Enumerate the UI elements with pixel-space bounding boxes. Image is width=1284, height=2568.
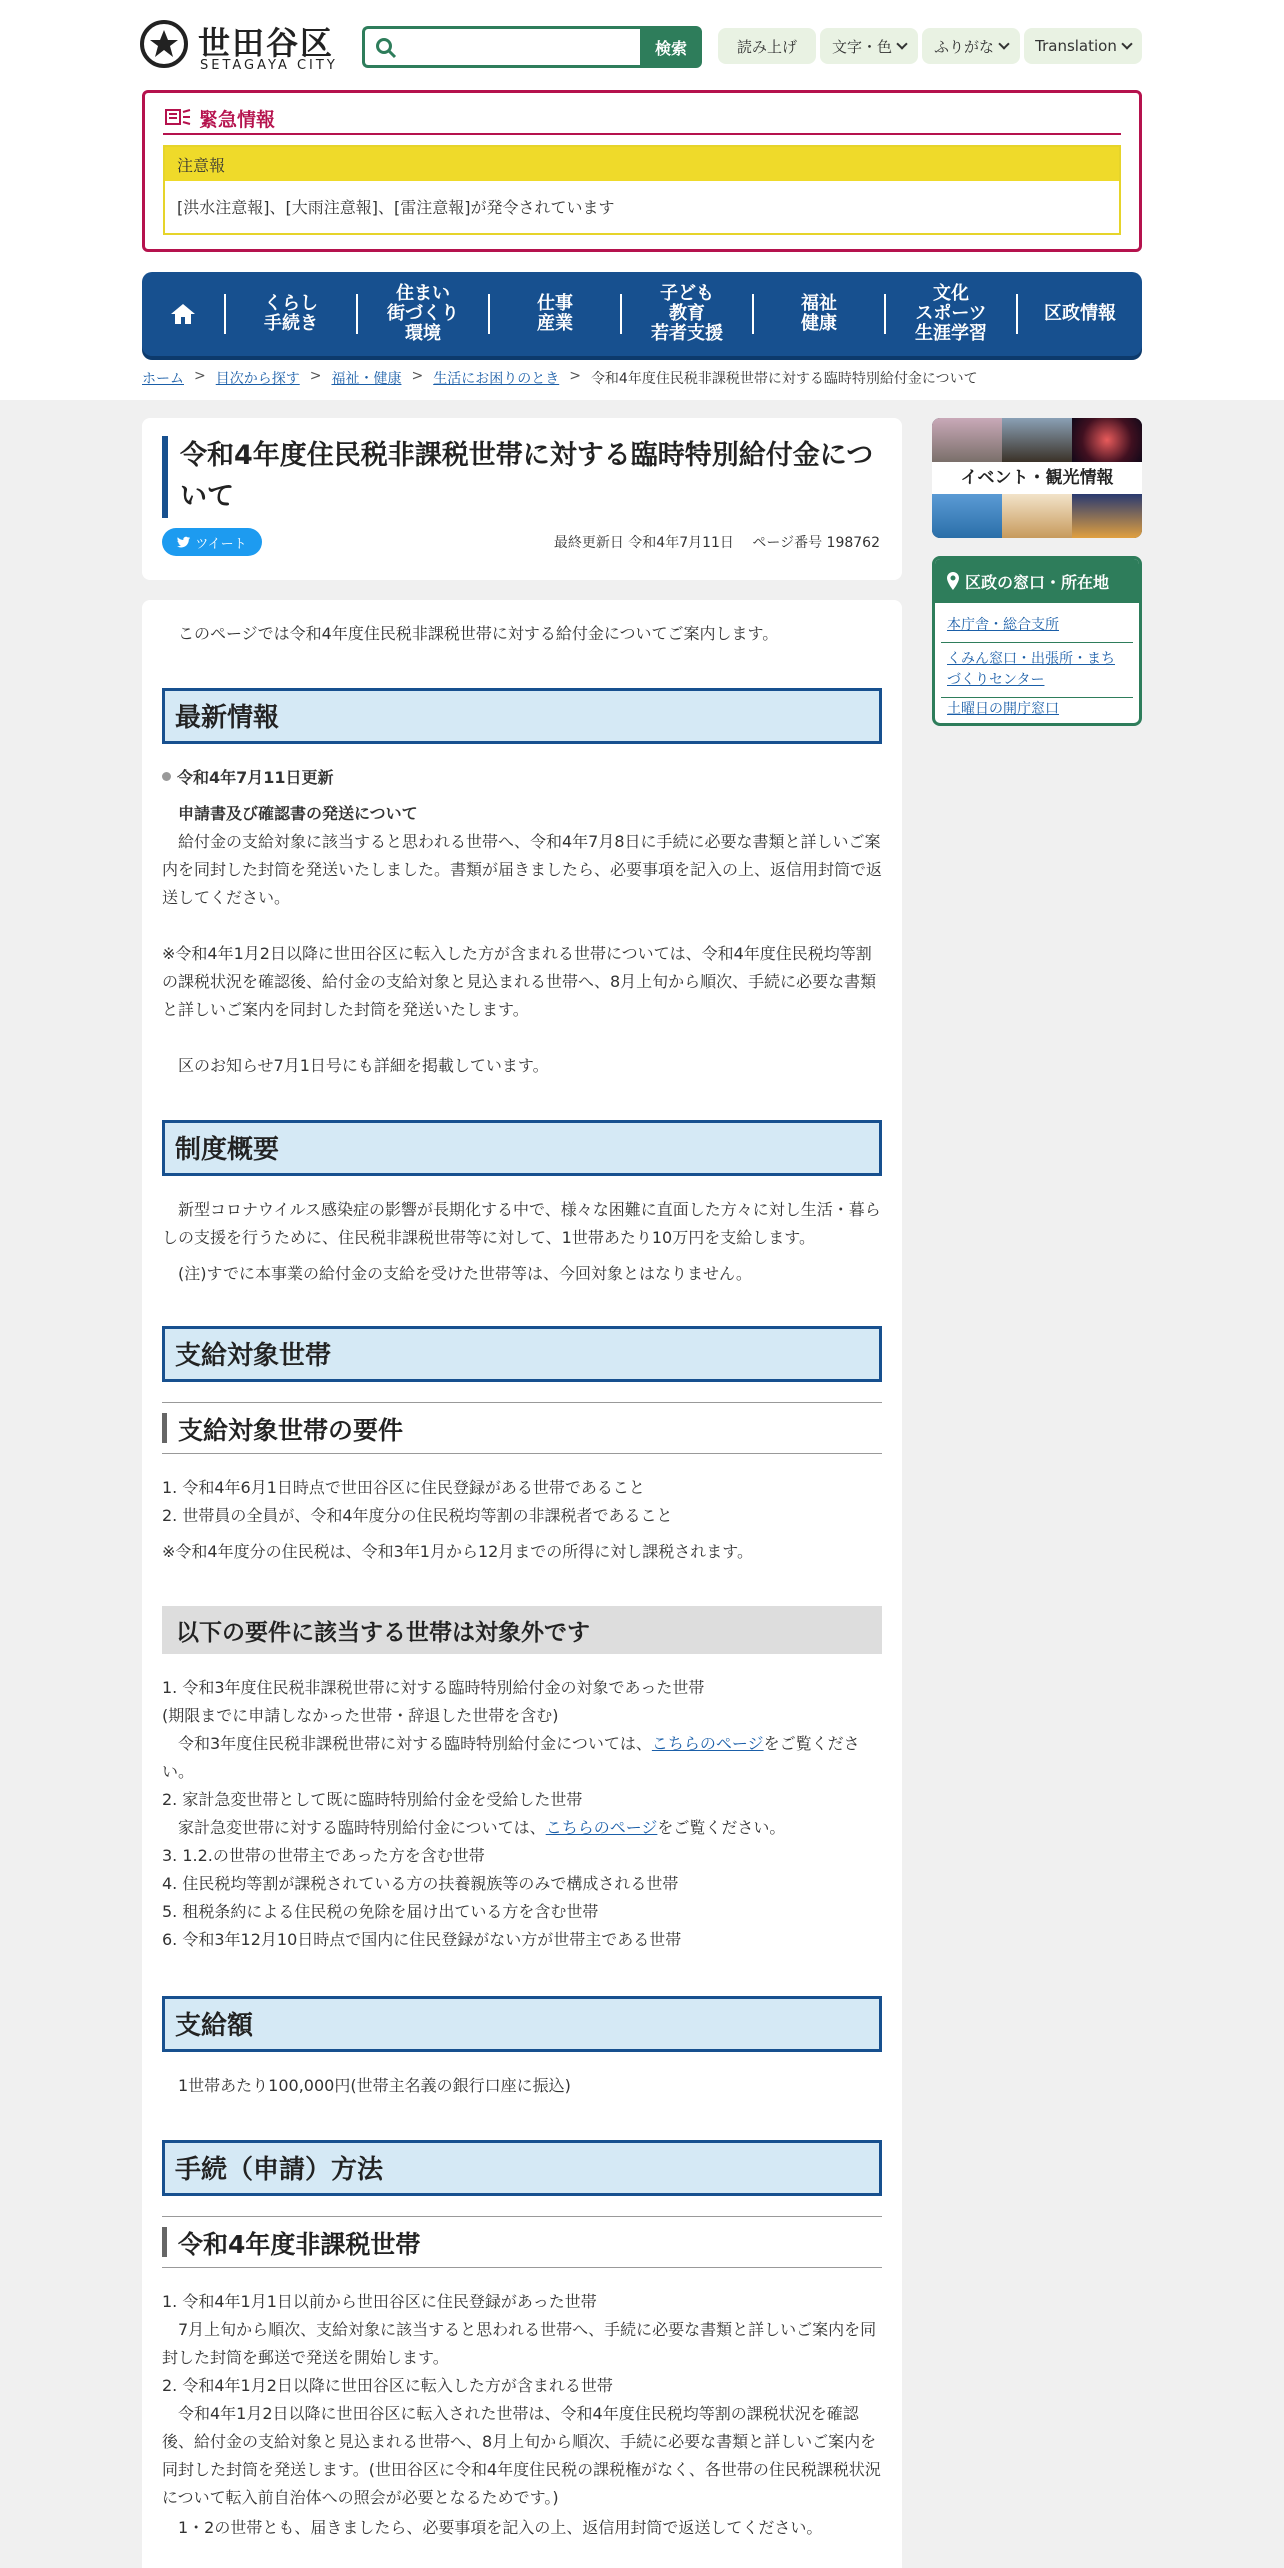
- photo-tile: [932, 418, 1002, 462]
- page-title: 令和4年度住民税非課税世帯に対する臨時特別給付金について: [180, 440, 874, 512]
- search-input[interactable]: [403, 33, 633, 61]
- sudden-change-page-link[interactable]: こちらのページ: [545, 1818, 658, 1837]
- excluded-1: 1. 令和3年度住民税非課税世帯に対する臨時特別給付金の対象であった世帯: [162, 1678, 705, 1697]
- breadcrumb-home[interactable]: ホーム: [142, 371, 184, 387]
- breadcrumb-welfare[interactable]: 福祉・健康: [331, 371, 402, 387]
- warning-text[interactable]: [洪水注意報]、[大雨注意報]、[雷注意報]が発令されています: [177, 198, 615, 217]
- breadcrumb-index[interactable]: 目次から探す: [215, 371, 300, 387]
- chevron-down-icon: [896, 38, 907, 49]
- latest-date-text: 令和4年7月11日更新: [177, 768, 334, 787]
- search-box: [362, 26, 640, 68]
- excluded-1-note: (期限までに申請しなかった世帯・辞退した世帯を含む): [162, 1706, 559, 1725]
- logo-text: 世田谷区: [198, 24, 335, 62]
- procedure-3: 1・2の世帯とも、届きましたら、必要事項を記入の上、返信用封筒で返送してください。: [178, 2518, 823, 2537]
- breadcrumb-separator: >: [194, 368, 206, 384]
- excluded-1-link-prefix: 令和3年度住民税非課税世帯に対する臨時特別給付金については、: [178, 1734, 652, 1753]
- nav-culture[interactable]: 文化 スポーツ 生涯学習: [915, 283, 987, 344]
- furigana-button[interactable]: [922, 28, 1020, 64]
- excluded-2-link-text: [162, 1814, 882, 1842]
- amount-text: 1世帯あたり100,000円(世帯主名義の銀行口座に振込): [178, 2076, 571, 2095]
- title-accent-bar: [162, 436, 168, 518]
- emergency-header: [163, 103, 1121, 135]
- page-meta: 最終更新日 令和4年7月11日 ページ番号 198762: [553, 535, 880, 551]
- link-service-counters[interactable]: くみん窓口・出張所・まちづくりセンター: [941, 643, 1133, 698]
- warning-label: 注意報: [165, 147, 1119, 181]
- heading-overview: 制度概要: [162, 1120, 882, 1176]
- heading-excluded: 以下の要件に該当する世帯は対象外です: [162, 1606, 882, 1654]
- latest-paragraph-3: 区のお知らせ7月1日号にも詳細を掲載しています。: [178, 1056, 549, 1075]
- heading-requirements: 支給対象世帯の要件: [162, 1402, 882, 1454]
- translation-button[interactable]: [1024, 28, 1142, 64]
- event-tourism-label: イベント・観光情報: [932, 462, 1142, 494]
- link-main-office[interactable]: 本庁舎・総合支所: [941, 609, 1133, 643]
- excluded-4: 4. 住民税均等割が課税されている方の扶養親族等のみで構成される世帯: [162, 1874, 679, 1893]
- procedure-2: 2. 令和4年1月2日以降に世田谷区に転入した方が含まれる世帯: [162, 2376, 613, 2395]
- excluded-2: 2. 家計急変世帯として既に臨時特別給付金を受給した世帯: [162, 1790, 583, 1809]
- logo-subtext: SETAGAYA CITY: [200, 58, 338, 73]
- site-search: [362, 26, 702, 68]
- overview-paragraph-1: 新型コロナウイルス感染症の影響が長期化する中で、様々な困難に直面した方々に対し生活・暮らしの支援を行うために、住民税非課税世帯等に対して、1世帯あたり10万円を支給します。: [162, 1200, 881, 1247]
- nav-work[interactable]: 仕事 産業: [537, 293, 573, 334]
- title-card: [142, 418, 902, 580]
- chevron-down-icon: [1121, 38, 1132, 49]
- latest-subheading: 申請書及び確認書の発送について: [178, 804, 418, 823]
- office-locations-panel: [932, 556, 1142, 726]
- breadcrumb-separator: >: [569, 368, 581, 384]
- nav-home[interactable]: [142, 272, 224, 356]
- photo-tile: [1002, 418, 1072, 462]
- excluded-1-link-text: [162, 1730, 882, 1786]
- overview-note: (注)すでに本事業の給付金の支給を受けた世帯等は、今回対象とはなりません。: [178, 1264, 752, 1283]
- alert-speaker-icon: [165, 108, 191, 128]
- twitter-bird-icon: [177, 536, 191, 548]
- warning-box: [163, 145, 1121, 235]
- requirement-2: 2. 世帯員の全員が、令和4年度分の住民税均等割の非課税者であること: [162, 1506, 673, 1525]
- setagaya-emblem-icon: [140, 20, 188, 68]
- bullet-icon: [162, 772, 171, 781]
- content-card: [142, 600, 902, 2568]
- photo-tile: [1072, 418, 1142, 462]
- excluded-6: 6. 令和3年12月10日時点で国内に住民登録がない方が世帯主である世帯: [162, 1930, 682, 1949]
- site-logo[interactable]: [140, 18, 340, 74]
- photo-tile: [932, 494, 1002, 538]
- nav-housing[interactable]: 住まい 街づくり 環境: [387, 283, 459, 344]
- intro-text: このページでは令和4年度住民税非課税世帯に対する給付金についてご案内します。: [178, 624, 779, 643]
- procedure-1: 1. 令和4年1月1日以前から世田谷区に住民登録があった世帯: [162, 2292, 597, 2311]
- latest-paragraph-1: 給付金の支給対象に該当すると思われる世帯へ、令和4年7月8日に手続に必要な書類と詳しいご案内を同封した封筒を発送いたしました。書類が届きましたら、必要事項を記入の上、返信用封筒で返送してください。: [162, 832, 883, 907]
- photo-tile: [1072, 494, 1142, 538]
- latest-paragraph-2: ※令和4年1月2日以降に世田谷区に転入した方が含まれる世帯については、令和4年度住民税均等割の課税状況を確認後、給付金の支給対象と見込まれる世帯へ、8月上旬から順次、手続に必要な書類と詳しいご案内を同封した封筒を発送いたします。: [162, 944, 877, 1019]
- read-aloud-button[interactable]: [718, 28, 816, 64]
- breadcrumb-hardship[interactable]: 生活にお困りのとき: [433, 371, 560, 387]
- excluded-3: 3. 1.2.の世帯の世帯主であった方を含む世帯: [162, 1846, 485, 1865]
- read-aloud-label: 読み上げ: [736, 37, 797, 56]
- excluded-2-link-prefix: 家計急変世帯に対する臨時特別給付金については、: [178, 1818, 546, 1837]
- requirement-1: 1. 令和4年6月1日時点で世田谷区に住民登録がある世帯であること: [162, 1478, 645, 1497]
- nav-welfare[interactable]: 福祉 健康: [801, 293, 837, 334]
- home-icon: [170, 302, 196, 326]
- heading-procedure: 手続（申請）方法: [162, 2140, 882, 2196]
- chevron-down-icon: [998, 38, 1009, 49]
- breadcrumb-separator: >: [309, 368, 322, 384]
- tweet-label: ツイート: [195, 536, 247, 552]
- nav-government[interactable]: 区政情報: [1044, 303, 1116, 325]
- office-locations-header: [935, 559, 1139, 603]
- emergency-panel: [142, 90, 1142, 252]
- procedure-1-detail: 7月上旬から順次、支給対象に該当すると思われる世帯へ、手続に必要な書類と詳しいご案内を同封した封筒を郵送で発送を開始します。: [162, 2320, 877, 2367]
- breadcrumb: [142, 368, 978, 388]
- heading-latest: 最新情報: [162, 688, 882, 744]
- search-icon: [375, 37, 397, 59]
- breadcrumb-current: 令和4年度住民税非課税世帯に対する臨時特別給付金について: [590, 371, 978, 387]
- text-color-button[interactable]: [820, 28, 918, 64]
- latest-date: [162, 764, 882, 792]
- heading-procedure-sub: 令和4年度非課税世帯: [162, 2216, 882, 2268]
- procedure-2-detail: 令和4年1月2日以降に世田谷区に転入された世帯は、令和4年度住民税均等割の課税状況を確認後、給付金の支給対象と見込まれる世帯へ、8月上旬から順次、手続に必要な書類と詳しいご案内を同封した封筒を発送します。(世田谷区に令和4年度住民税の課税権がなく、各世帯の住民税課税状況について転入前自治体への照会が必要となるためです。): [162, 2404, 881, 2507]
- text-color-label: 文字・色: [831, 37, 892, 56]
- map-pin-icon: [947, 572, 959, 590]
- photo-tile: [1002, 494, 1072, 538]
- link-saturday-counter[interactable]: 土曜日の開庁窓口: [947, 701, 1059, 717]
- breadcrumb-separator: >: [411, 368, 424, 384]
- heading-amount: 支給額: [162, 1996, 882, 2052]
- office-locations-title: 区政の窓口・所在地: [965, 572, 1110, 592]
- furigana-label: ふりがな: [933, 37, 994, 56]
- nav-living[interactable]: くらし 手続き: [264, 293, 318, 334]
- excluded-2-link-suffix: をご覧ください。: [657, 1818, 786, 1837]
- site-header: [0, 0, 1284, 400]
- event-tourism-banner[interactable]: [932, 418, 1142, 538]
- heading-target: 支給対象世帯: [162, 1326, 882, 1382]
- translation-label: Translation: [1035, 37, 1117, 55]
- excluded-1-link-suffix: をご覧ください。: [162, 1734, 860, 1781]
- global-nav: [142, 272, 1142, 356]
- requirement-note: ※令和4年度分の住民税は、令和3年1月から12月までの所得に対し課税されます。: [162, 1542, 754, 1561]
- tweet-button[interactable]: [162, 528, 262, 556]
- emergency-title: 緊急情報: [199, 109, 276, 131]
- fy2021-page-link[interactable]: こちらのページ: [651, 1734, 764, 1753]
- nav-children[interactable]: 子ども 教育 若者支援: [651, 283, 723, 344]
- search-button[interactable]: 検索: [640, 26, 702, 68]
- excluded-5: 5. 租税条約による住民税の免除を届け出ている方を含む世帯: [162, 1902, 599, 1921]
